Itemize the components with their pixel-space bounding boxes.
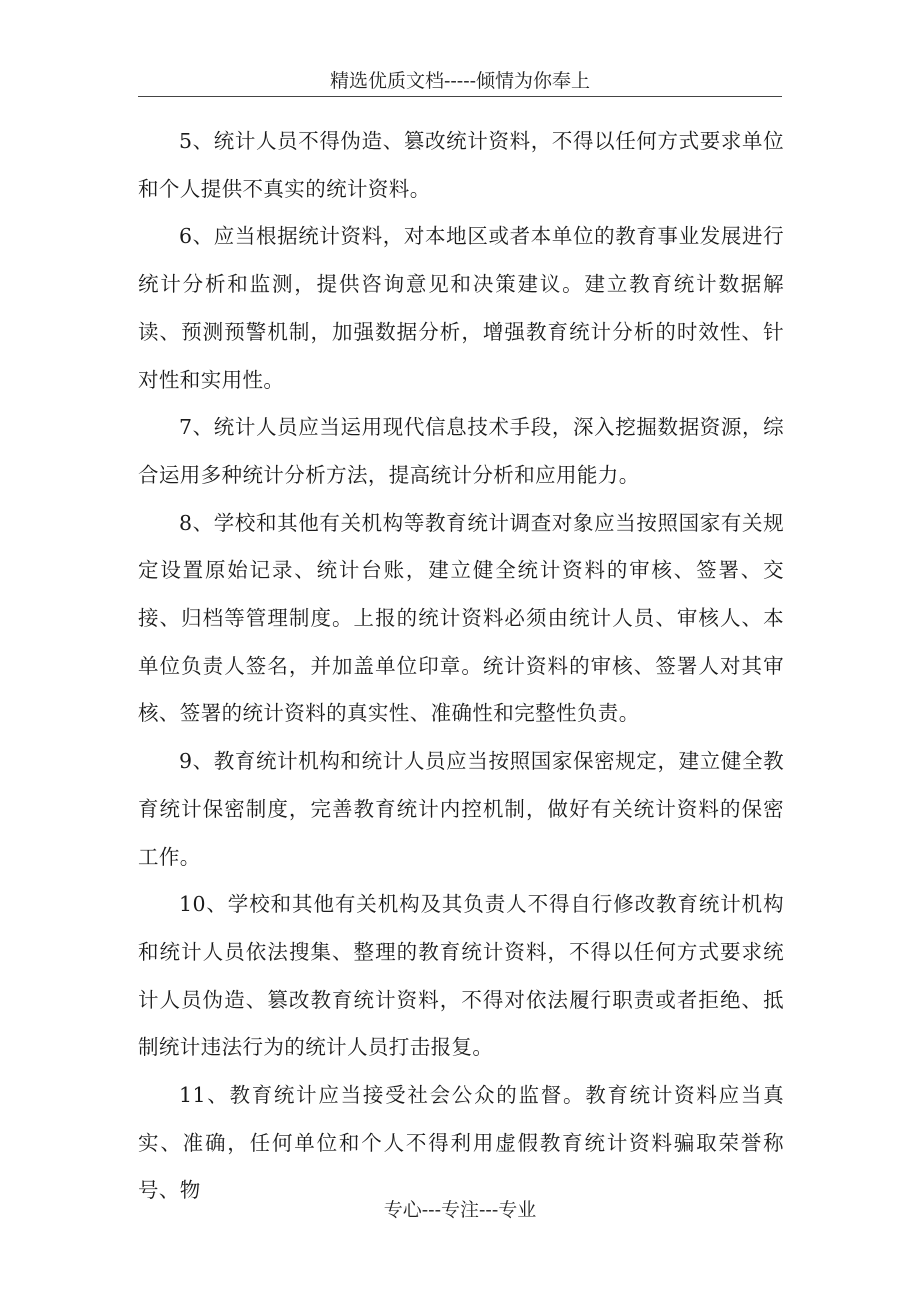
paragraph-7: 7、统计人员应当运用现代信息技术手段，深入挖掘数据资源，综合运用多种统计分析方法，提高统计分析和应用能力。 <box>138 415 784 487</box>
page-header: 精选优质文档-----倾情为你奉上 <box>138 66 782 97</box>
paragraph-11: 11、教育统计应当接受社会公众的监督。教育统计资料应当真实、准确，任何单位和个人不得利用虚假教育统计资料骗取荣誉称号、物 <box>138 1083 784 1203</box>
paragraph-6: 6、应当根据统计资料，对本地区或者本单位的教育事业发展进行统计分析和监测，提供咨询意见和决策建议。建立教育统计数据解读、预测预警机制，加强数据分析，增强教育统计分析的时效性、针对性和实用性。 <box>138 224 784 392</box>
paragraph-9: 9、教育统计机构和统计人员应当按照国家保密规定，建立健全教育统计保密制度，完善教育统计内控机制，做好有关统计资料的保密工作。 <box>138 749 784 869</box>
paragraph-5: 5、统计人员不得伪造、篡改统计资料，不得以任何方式要求单位和个人提供不真实的统计资料。 <box>138 129 784 201</box>
paragraph-8: 8、学校和其他有关机构等教育统计调查对象应当按照国家有关规定设置原始记录、统计台账，建立健全统计资料的审核、签署、交接、归档等管理制度。上报的统计资料必须由统计人员、审核人、本单位负责人签名，并加盖单位印章。统计资料的审核、签署人对其审核、签署的统计资料的真实性、准确性和完整性负责。 <box>138 510 784 726</box>
page-footer: 专心---专注---专业 <box>383 1199 537 1221</box>
document-body <box>138 118 784 1215</box>
paragraph-10: 10、学校和其他有关机构及其负责人不得自行修改教育统计机构和统计人员依法搜集、整理的教育统计资料，不得以任何方式要求统计人员伪造、篡改教育统计资料，不得对依法履行职责或者拒绝、抵制统计违法行为的统计人员打击报复。 <box>138 892 784 1060</box>
